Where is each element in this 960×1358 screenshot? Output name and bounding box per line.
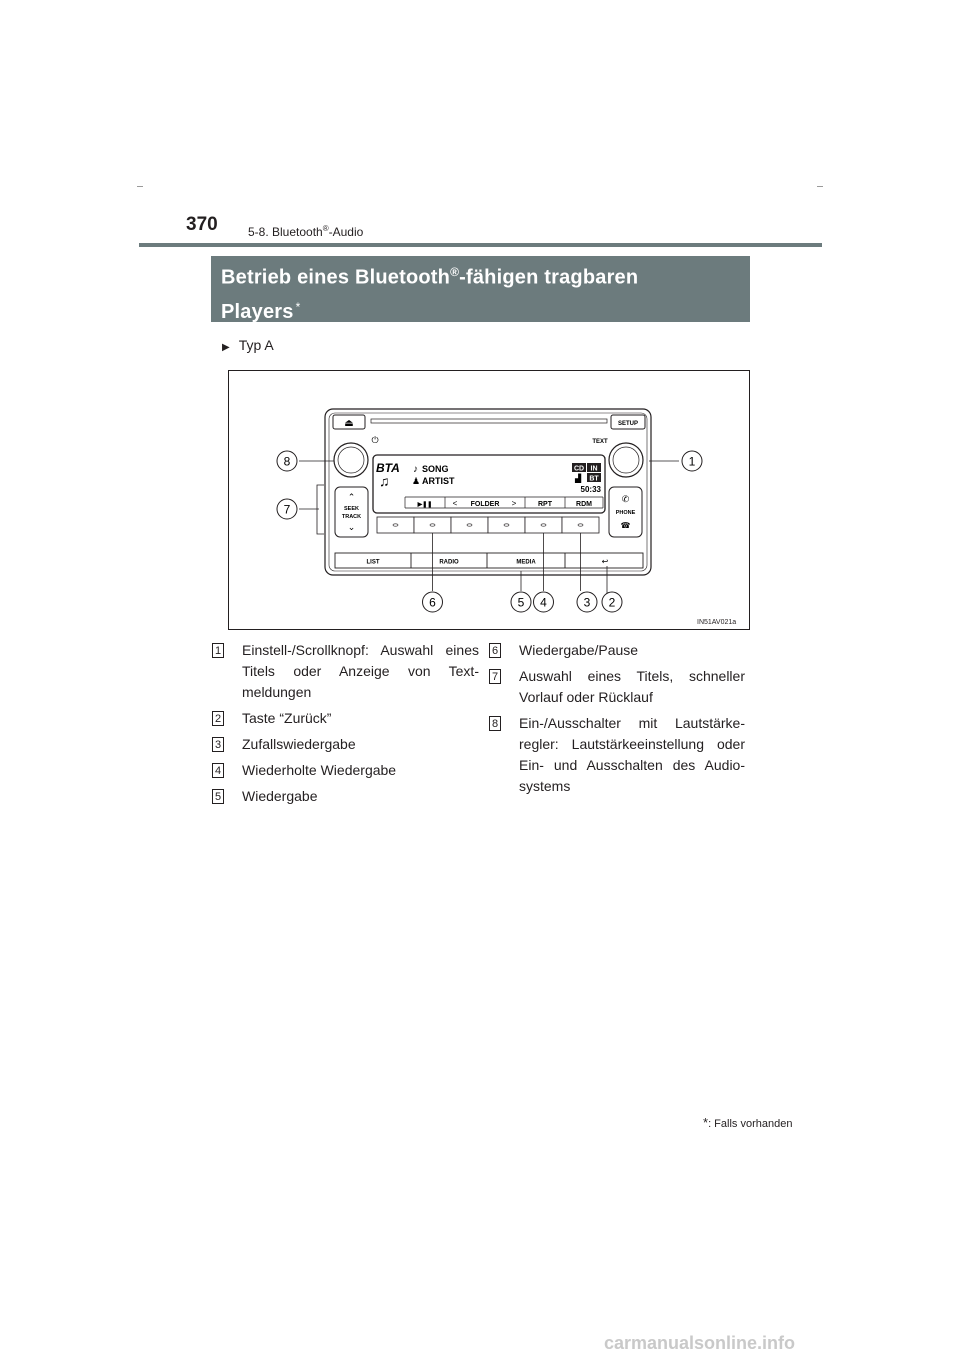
legend-number: 4 xyxy=(212,763,224,778)
callout-8: 8 xyxy=(283,454,291,469)
list-button-label: LIST xyxy=(366,559,380,566)
folder-next-icon: > xyxy=(511,499,517,508)
callout-5: 5 xyxy=(517,595,525,610)
softkey-rpt: RPT xyxy=(538,501,552,508)
phone-label: PHONE xyxy=(615,510,636,516)
power-icon: ⏻ xyxy=(371,435,379,445)
display-source: BTA xyxy=(376,461,400,475)
music-note-icon: ♫ xyxy=(379,473,390,489)
legend-item: 4 Wiederholte Wiedergabe xyxy=(212,760,479,781)
note-icon: ♪ xyxy=(413,464,418,475)
legend-item: 3 Zufallswiedergabe xyxy=(212,734,479,755)
badge-cd: CD xyxy=(573,465,585,473)
callout-4: 4 xyxy=(540,595,547,610)
legend-number: 6 xyxy=(489,643,501,658)
legend-number: 2 xyxy=(212,711,224,726)
badge-in: IN xyxy=(590,465,598,473)
seek-label: SEEK xyxy=(344,506,359,512)
signal-icon: ▟ xyxy=(575,474,582,483)
legend-number: 5 xyxy=(212,789,224,804)
footnote-asterisk: * xyxy=(295,299,301,314)
figure-code: IN51AV021a xyxy=(697,619,737,626)
back-icon: ↩ xyxy=(601,557,609,566)
phone-hangup-icon: ☎ xyxy=(620,521,631,530)
audio-unit-figure xyxy=(228,370,750,630)
callout-2: 2 xyxy=(608,595,616,610)
crop-mark xyxy=(137,186,143,187)
footnote: *: Falls vorhanden xyxy=(703,1115,793,1130)
volume-power-knob xyxy=(334,443,368,477)
legend-item: 8 Ein-/Ausschalter mit Lautstärke-regler: Lautstärkeeinstellung oder Ein- und Ausschalten des Audio-systems xyxy=(489,713,745,797)
softkey-folder: FOLDER xyxy=(470,501,500,508)
legend-item: 1 Einstell-/Scrollknopf: Auswahl eines Titels oder Anzeige von Text-meldungen xyxy=(212,640,479,703)
display-song: SONG xyxy=(422,464,449,474)
legend-item: 7 Auswahl eines Titels, schneller Vorlauf oder Rücklauf xyxy=(489,666,745,708)
header-rule xyxy=(139,243,822,247)
badge-bt: BT xyxy=(589,475,599,483)
softkey-play-pause: ▶❚❚ xyxy=(417,502,433,508)
callout-3: 3 xyxy=(583,595,591,610)
legend-number: 3 xyxy=(212,737,224,752)
display-artist: ARTIST xyxy=(422,476,455,486)
callout-7: 7 xyxy=(283,502,291,517)
callout-1: 1 xyxy=(688,454,696,469)
section-title: Betrieb eines Bluetooth®-fähigen tragbaren Players * xyxy=(211,256,750,322)
page-number: 370 xyxy=(186,214,218,235)
legend-item: 6 Wiedergabe/Pause xyxy=(489,640,745,661)
softkey-buttons xyxy=(377,517,599,533)
text-button-label: TEXT xyxy=(592,439,608,445)
legend-number: 8 xyxy=(489,716,501,731)
softkey-rdm: RDM xyxy=(576,501,592,508)
person-icon: ♟ xyxy=(412,476,421,486)
footnote-star: * xyxy=(703,1115,709,1130)
display-time: 50:33 xyxy=(580,485,601,494)
folder-prev-icon: < xyxy=(452,499,458,508)
legend-item: 5 Wiedergabe xyxy=(212,786,479,807)
chevron-up-icon: ⌃ xyxy=(347,492,356,502)
legend-number: 7 xyxy=(489,669,501,684)
callout-6: 6 xyxy=(429,595,436,610)
legend-number: 1 xyxy=(212,643,224,658)
radio-button-label: RADIO xyxy=(439,559,459,566)
section-heading: 5-8. Bluetooth®-Audio xyxy=(248,224,364,239)
phone-pickup-icon: ✆ xyxy=(621,494,630,504)
setup-button-label: SETUP xyxy=(617,421,639,427)
triangle-bullet-icon: ▶ xyxy=(222,342,230,353)
tune-scroll-knob xyxy=(609,443,643,477)
audio-unit-diagram xyxy=(229,371,749,629)
track-label: TRACK xyxy=(341,514,362,520)
chevron-down-icon: ⌄ xyxy=(347,522,356,532)
crop-mark xyxy=(817,186,823,187)
legend-item: 2 Taste “Zurück” xyxy=(212,708,479,729)
watermark: carmanualsonline.info xyxy=(604,1333,796,1353)
eject-icon: ⏏ xyxy=(344,418,354,429)
variant-label: ▶ Typ A xyxy=(222,337,274,353)
media-button-label: MEDIA xyxy=(516,559,536,566)
legend-right-column xyxy=(489,640,745,802)
legend-left-column xyxy=(212,640,479,812)
